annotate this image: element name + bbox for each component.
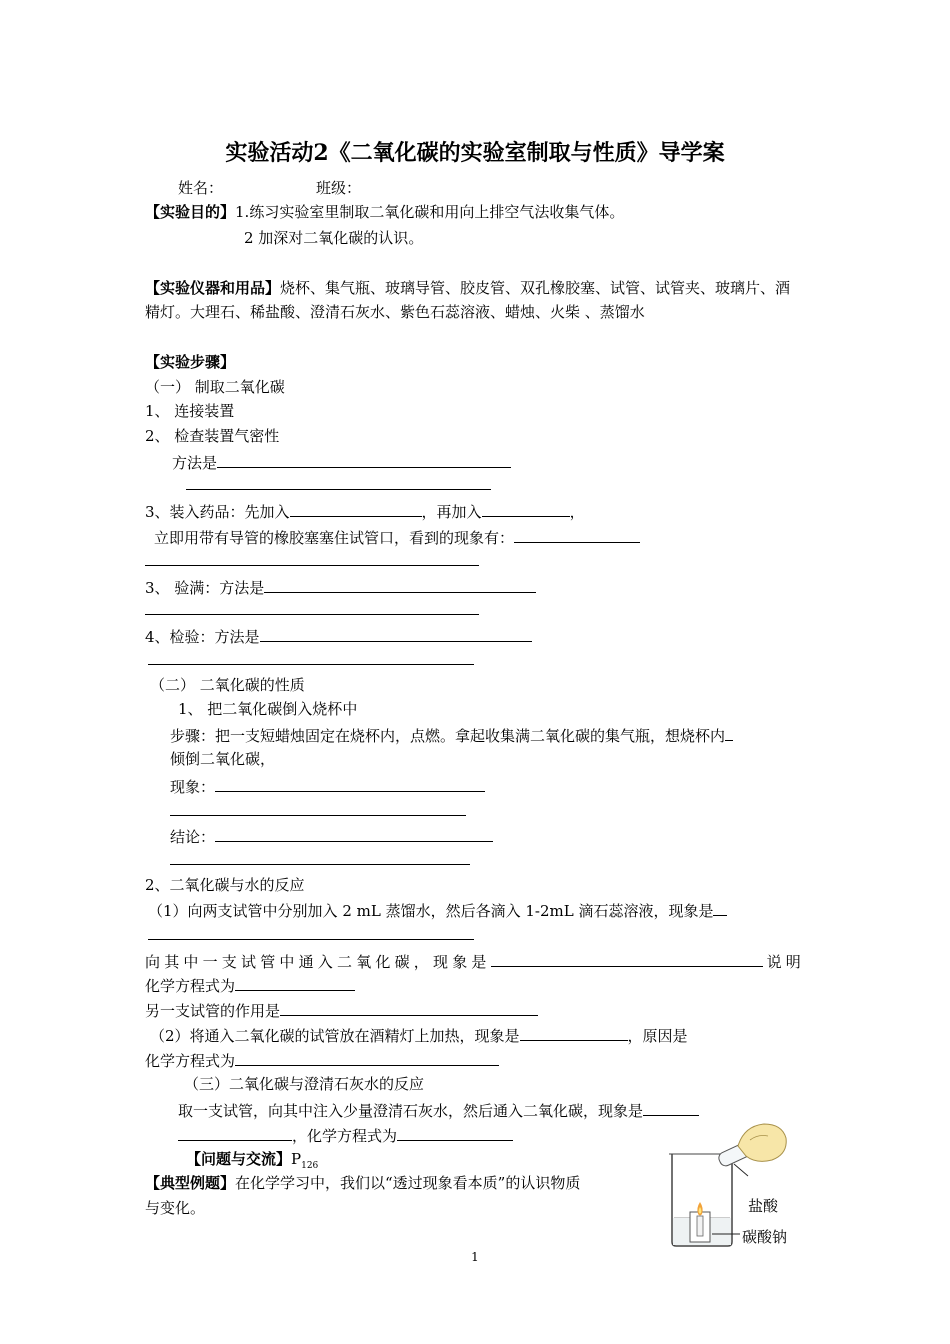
part2-item-2-q1: （1）向两支试管中分别加入 2 mL 蒸馏水，然后各滴入 1-2mL 滴石蕊溶液，现象是 [148,899,727,921]
part3-line-1: 取一支试管，向其中注入少量澄清石灰水，然后通入二氧化碳，现象是 [178,1099,699,1121]
phenomenon-line: 现象： [170,775,485,797]
step-3-line-2: 立即用带有导管的橡胶塞塞住试管口，看到的现象有： [154,526,640,548]
answer-blank[interactable] [170,815,466,816]
equation-line-1: 化学方程式为 [145,974,355,996]
example-line-2: 与变化。 [145,1199,206,1217]
step-2: 2、 检查装置气密性 [145,427,280,445]
step-check-full: 3、 验满：方法是 [145,576,536,598]
steps-label: 【实验步骤】 [145,353,236,371]
answer-blank[interactable] [145,565,479,566]
part2-title: （二） 二氧化碳的性质 [150,676,305,694]
part2-item-2-q3: （2）将通入二氧化碳的试管放在酒精灯上加热，现象是 ，原因是 [150,1024,688,1046]
answer-blank[interactable] [148,939,474,940]
equipment-label: 【实验仪器和用品】 [145,279,281,297]
part2-item-2-title: 2、二氧化碳与水的反应 [145,876,305,894]
class-label: 班级： [316,179,362,197]
answer-blank[interactable] [643,1099,699,1116]
equipment-line-2: 精灯。大理石、稀盐酸、澄清石灰水、紫色石蕊溶液、蜡烛、火柴 、蒸馏水 [145,303,645,321]
part2-item-1-step-2: 倾倒二氧化碳， [170,750,276,768]
answer-blank[interactable] [235,1049,499,1066]
answer-blank[interactable] [235,974,355,991]
discussion-line: 【问题与交流】$P_{126}$ [186,1150,319,1171]
equipment-line-1: 【实验仪器和用品】烧杯、集气瓶、玻璃导管、胶皮管、双孔橡胶塞、试管、试管夹、玻璃片、酒 [145,279,791,297]
answer-blank[interactable] [148,664,474,665]
part3-line-2: ，化学方程式为 [178,1124,513,1146]
figure-label-acid: 盐酸 [748,1197,779,1215]
name-label: 姓名： [178,179,224,197]
part1-title: （一） 制取二氧化碳 [145,378,285,396]
part3-title: （三）二氧化碳与澄清石灰水的反应 [184,1075,425,1093]
answer-blank[interactable] [264,576,536,593]
experiment-figure [660,1120,810,1250]
purpose-item-2: 2 加深对二氧化碳的认识。 [244,229,424,247]
answer-blank[interactable] [280,999,538,1016]
part2-item-1-step: 步骤：把一支短蜡烛固定在烧杯内，点燃。拿起收集满二氧化碳的集气瓶，想烧杯内 [170,724,733,746]
purpose-label: 【实验目的】 [145,203,236,221]
method-line: 方法是 [172,451,511,473]
step-verify: 4、检验：方法是 [145,625,532,647]
answer-blank[interactable] [491,950,763,967]
page-number: 1 [471,1250,479,1264]
page-title: 实验活动2《二氧化碳的实验室制取与性质》导学案 [225,140,725,166]
conclusion-line: 结论： [170,825,493,847]
step-1: 1、 连接装置 [145,402,235,420]
step-3: 3、装入药品：先加入 ，再加入 ， [145,500,585,522]
part2-item-2-q2: 向其中一支试管中通入二氧化碳，现象是 说明 [145,950,805,972]
answer-blank[interactable] [482,500,570,517]
answer-blank[interactable] [170,864,470,865]
answer-blank[interactable] [520,1024,628,1041]
answer-blank[interactable] [215,775,485,792]
purpose-section [145,202,624,222]
answer-blank[interactable] [145,614,479,615]
figure-label-salt: 碳酸钠 [742,1228,788,1246]
equation-line-2: 化学方程式为 [145,1049,499,1071]
example-line-1: 【典型例题】在化学学习中，我们以“透过现象看本质”的认识物质 [145,1174,581,1192]
answer-blank[interactable] [397,1124,513,1141]
discussion-label: 【问题与交流】 [186,1150,292,1168]
answer-blank[interactable] [260,625,532,642]
answer-blank[interactable] [217,451,511,468]
part2-item-1-title: 1、 把二氧化碳倒入烧杯中 [178,700,358,718]
purpose-item-1: 1.练习实验室里制取二氧化碳和用向上排空气法收集气体。 [235,203,625,221]
answer-blank[interactable] [713,899,727,916]
answer-blank[interactable] [178,1124,292,1141]
other-tube-line: 另一支试管的作用是 [145,999,538,1021]
example-label: 【典型例题】 [145,1174,236,1192]
answer-blank[interactable] [215,825,493,842]
answer-blank[interactable] [514,526,640,543]
answer-blank[interactable] [290,500,422,517]
answer-blank[interactable] [186,489,491,490]
